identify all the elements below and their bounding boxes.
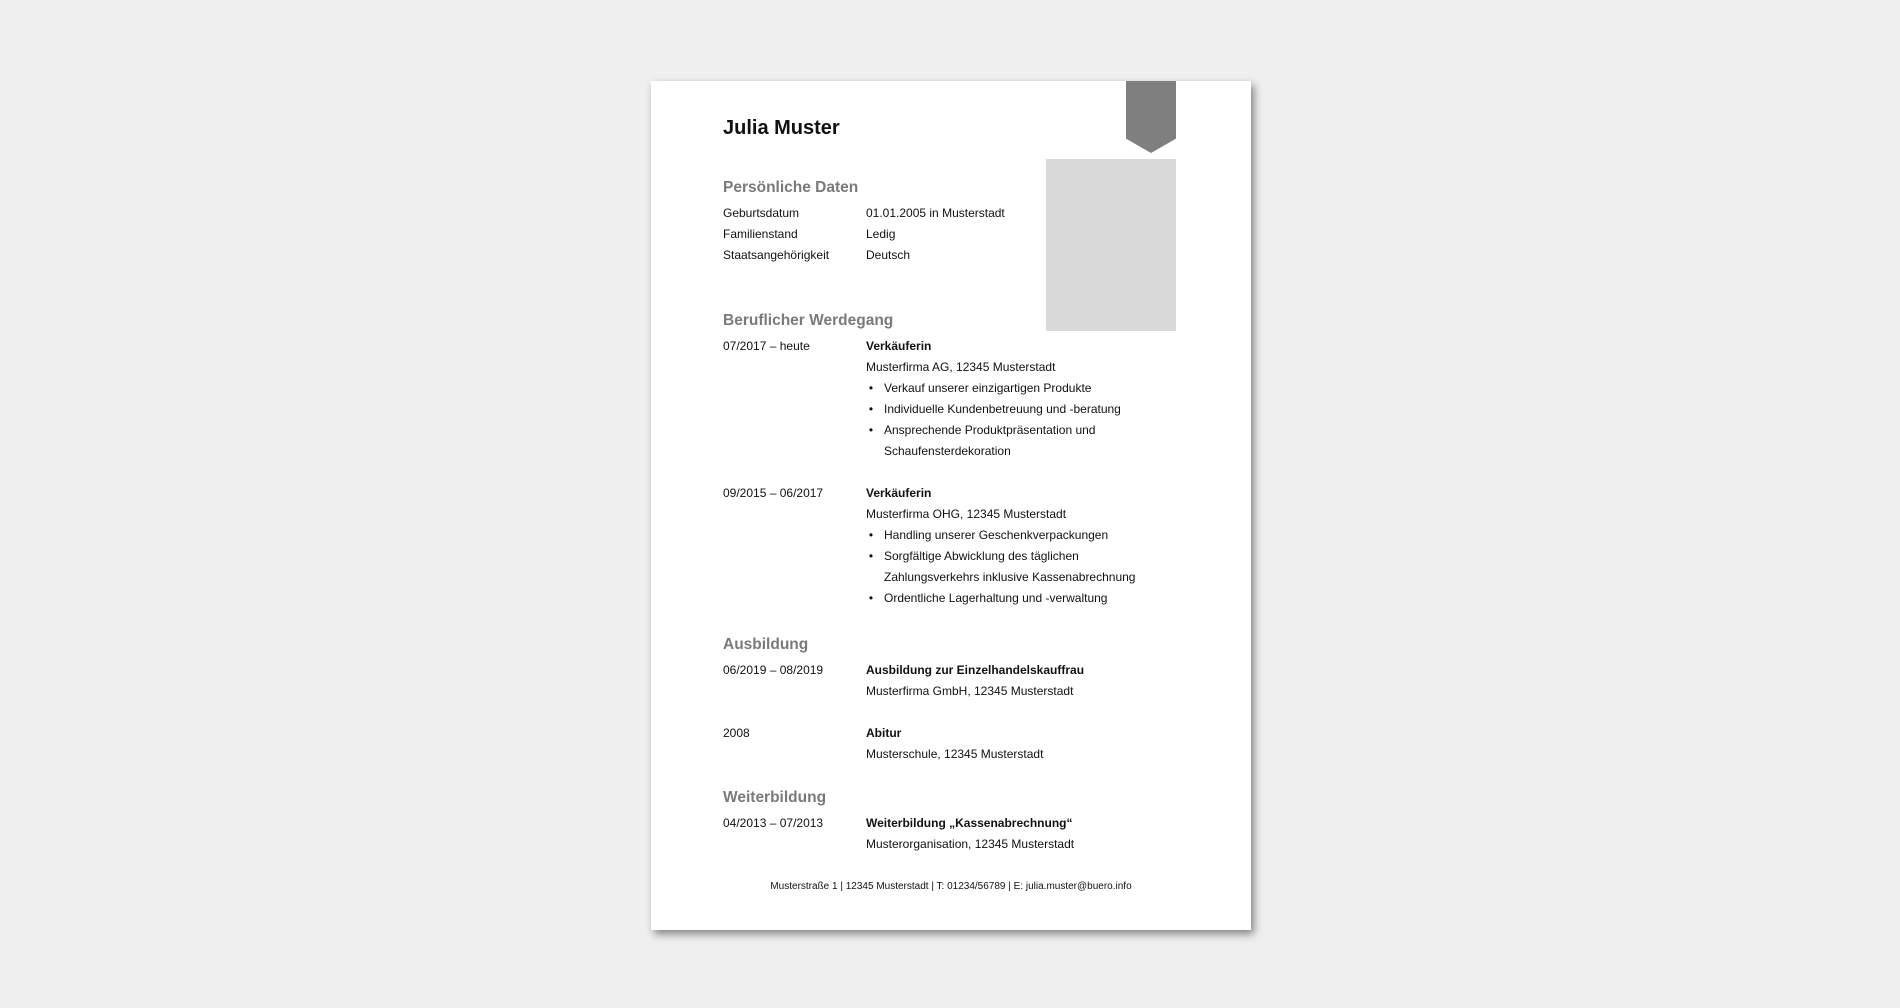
list-item: • Sorgfältige Abwicklung des täglichen Zahlungsverkehrs inklusive Kassenabrechnung [884, 546, 1159, 588]
row-label: Geburtsdatum [723, 206, 800, 220]
list-item: • Ansprechende Produktpräsentation und Schaufensterdekoration [884, 420, 1104, 462]
entry-company: Musterfirma OHG, 12345 Musterstadt [866, 507, 1067, 521]
list-item: • Handling unserer Geschenkverpackungen [884, 525, 1159, 546]
row-label: Staatsangehörigkeit [723, 248, 830, 262]
personal-row [723, 203, 1183, 224]
list-item: • Ordentliche Lagerhaltung und -verwaltung [884, 588, 1159, 609]
entry-company: Musterfirma GmbH, 12345 Musterstadt [866, 684, 1074, 698]
cv-name: Julia Muster [723, 117, 840, 139]
cv-page [651, 81, 1251, 930]
entry-company: Musterfirma AG, 12345 Musterstadt [866, 360, 1056, 374]
entry-title: Ausbildung zur Einzelhandelskauffrau [866, 663, 1085, 677]
row-value: 01.01.2005 in Musterstadt [866, 206, 1005, 220]
entry-title: Weiterbildung „Kassenabrechnung“ [866, 816, 1073, 830]
entry-bullets [866, 378, 1143, 462]
row-label: Familienstand [723, 227, 798, 241]
entry-date: 07/2017 – heute [723, 339, 810, 353]
personal-row [723, 245, 1183, 266]
contact-footer: Musterstraße 1 | 12345 Musterstadt | T: 01234/56789 | E: julia.muster@buero.info [770, 881, 1132, 892]
entry-bullets [866, 525, 1159, 609]
section-personal [723, 177, 1183, 266]
entry-date: 09/2015 – 06/2017 [723, 486, 824, 500]
career-entry [723, 483, 1183, 609]
list-item: • Individuelle Kundenbetreuung und -beratung [884, 399, 1143, 420]
entry-title: Verkäuferin [866, 486, 932, 500]
education-entry [723, 660, 1183, 702]
entry-title: Abitur [866, 726, 902, 740]
entry-company: Musterorganisation, 12345 Musterstadt [866, 837, 1075, 851]
section-education [723, 634, 1183, 765]
section-title: Weiterbildung [723, 789, 827, 806]
career-entry [723, 336, 1183, 462]
entry-date: 06/2019 – 08/2019 [723, 663, 824, 677]
list-item: • Verkauf unserer einzigartigen Produkte [884, 378, 1143, 399]
entry-date: 04/2013 – 07/2013 [723, 816, 824, 830]
section-title: Beruflicher Werdegang [723, 312, 894, 329]
training-entry [723, 813, 1183, 855]
section-title: Ausbildung [723, 636, 809, 653]
education-entry [723, 723, 1183, 765]
entry-company: Musterschule, 12345 Musterstadt [866, 747, 1044, 761]
section-title: Persönliche Daten [723, 179, 859, 196]
personal-row [723, 224, 1183, 245]
bookmark-ribbon [1126, 81, 1176, 153]
entry-date: 2008 [723, 726, 750, 740]
entry-title: Verkäuferin [866, 339, 932, 353]
row-value: Ledig [866, 227, 896, 241]
section-career [723, 310, 1183, 609]
row-value: Deutsch [866, 248, 911, 262]
section-training [723, 787, 1183, 855]
